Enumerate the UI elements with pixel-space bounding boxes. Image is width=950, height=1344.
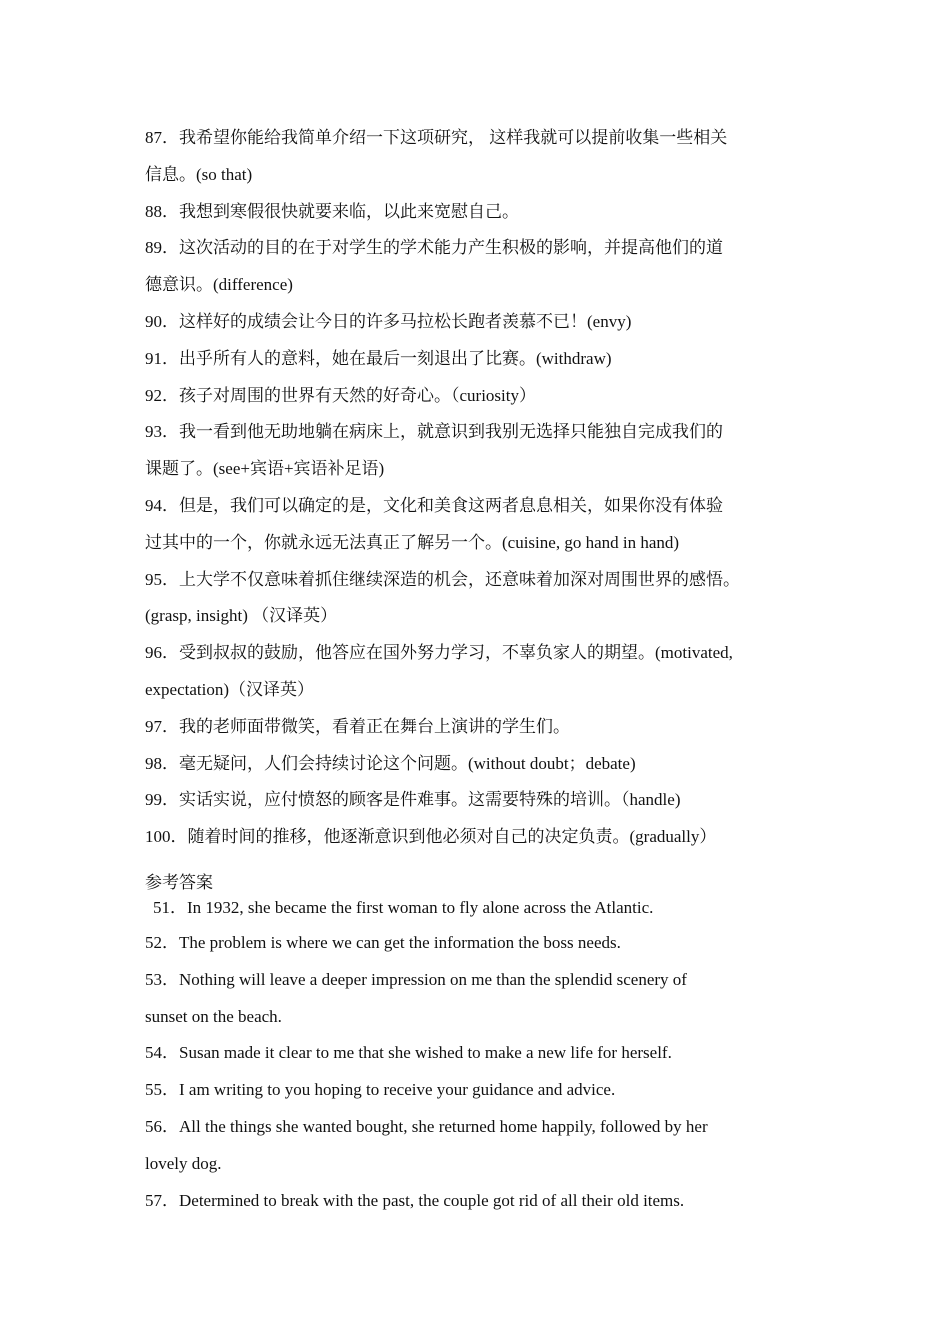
question-92: 92．孩子对周围的世界有天然的好奇心。（curiosity） [145,385,536,405]
question-95-line-1: 95．上大学不仅意味着抓住继续深造的机会，还意味着加深对周围世界的感悟。 [145,569,740,589]
question-94-line-1: 94．但是，我们可以确定的是，文化和美食这两者息息相关，如果你没有体验 [145,495,723,515]
question-96-line-2: expectation)（汉译英） [145,679,315,699]
answer-56-line-1: 56．All the things she wanted bought, she returned home happily, followed by her [145,1116,708,1136]
question-100: 100．随着时间的推移，他逐渐意识到他必须对自己的决定负责。(gradually） [145,827,717,847]
answer-52: 52．The problem is where we can get the information the boss needs. [145,932,621,952]
question-93-line-2: 课题了。(see+宾语+宾语补足语) [145,459,385,479]
question-88: 88．我想到寒假很快就要来临，以此来宽慰自己。 [145,201,519,221]
question-89-line-1: 89．这次活动的目的在于对学生的学术能力产生积极的影响，并提高他们的道 [145,238,723,258]
question-97: 97．我的老师面带微笑，看着正在舞台上演讲的学生们。 [145,716,570,736]
answer-55: 55．I am writing to you hoping to receive your guidance and advice. [145,1080,616,1100]
document-content [145,120,810,1219]
answer-56-line-2: lovely dog. [145,1153,222,1173]
question-91: 91．出乎所有人的意料，她在最后一刻退出了比赛。(withdraw) [145,348,612,368]
question-94-line-2: 过其中的一个，你就永远无法真正了解另一个。(cuisine, go hand in hand) [145,532,680,552]
question-87-line-1: 87．我希望你能给我简单介绍一下这项研究， 这样我就可以提前收集一些相关 [145,128,728,147]
question-list [145,120,810,856]
question-95-line-2: (grasp, insight) （汉译英） [145,606,338,626]
answer-53-line-1: 53．Nothing will leave a deeper impression on me than the splendid scenery of [145,969,687,989]
question-98: 98．毫无疑问，人们会持续讨论这个问题。(without doubt；debate) [145,753,636,773]
question-90: 90．这样好的成绩会让今日的许多马拉松长跑者羡慕不已！(envy) [145,311,632,331]
answers-heading: 参考答案 [145,872,213,892]
question-96-line-1: 96．受到叔叔的鼓励，他答应在国外努力学习，不辜负家人的期望。(motivated, [145,643,733,663]
question-89-line-2: 德意识。(difference) [145,275,293,295]
answer-53-line-2: sunset on the beach. [145,1006,282,1026]
answer-54: 54．Susan made it clear to me that she wished to make a new life for herself. [145,1043,672,1063]
question-93-line-1: 93．我一看到他无助地躺在病床上，就意识到我别无选择只能独自完成我们的 [145,422,723,442]
answer-57: 57．Determined to break with the past, the couple got rid of all their old items. [145,1190,685,1210]
question-99: 99．实话实说，应付愤怒的顾客是件难事。这需要特殊的培训。（handle) [145,790,681,810]
answer-list [145,896,810,1219]
answer-51: 51．In 1932, she became the first woman to fly alone across the Atlantic. [153,897,654,917]
question-87-line-2: 信息。(so that) [145,164,253,184]
